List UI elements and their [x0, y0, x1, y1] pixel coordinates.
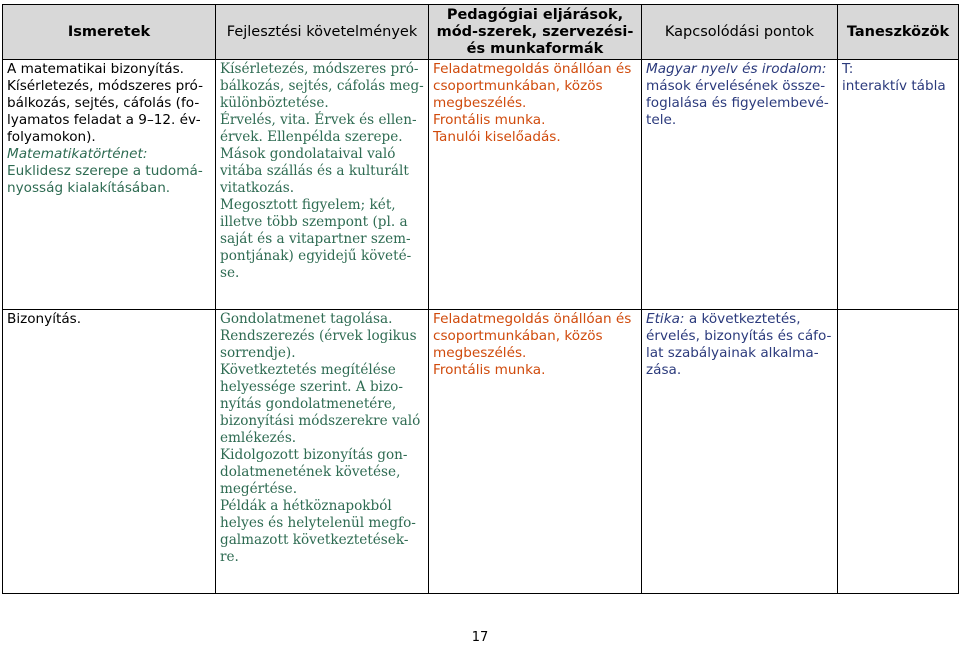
fejlesztes-item: Kísérletezés, módszeres pró-bálkozás, sejtés, cáfolás meg-különböztetése. — [220, 61, 424, 111]
cell-fejlesztes — [216, 60, 429, 310]
kapcsolodas-label: Magyar nyelv és irodalom: — [646, 61, 827, 77]
header-row — [3, 5, 959, 60]
header-kapcsolodasi-pontok: Kapcsolódási pontok — [642, 5, 838, 60]
fejlesztes-item: Példák a hétköznapokból helyes és helytelenül megfo-galmazott következtetések-re. — [220, 498, 416, 565]
cell-fejlesztes — [216, 310, 429, 594]
header-pedagogiai-eljarasok: Pedagógiai eljárások, mód-szerek, szervezési- és munkaformák — [429, 5, 642, 60]
pedagogia-item: Frontális munka. — [433, 362, 546, 378]
curriculum-table — [2, 4, 959, 594]
kapcsolodas-text: mások érvelésének össze-foglalása és figyelembevé-tele. — [646, 78, 829, 128]
kapcsolodas-text: a következtetés, érvelés, bizonyítás és cáfo-lat szabályainak alkalma-zása. — [646, 311, 832, 378]
fejlesztes-item: Rendszerezés (érvek logikus sorrendje). — [220, 328, 417, 361]
taneszkoz-item: interaktív tábla — [842, 78, 946, 94]
kapcsolodas-label: Etika: — [646, 311, 685, 327]
ismeretek-item: A matematikai bizonyítás. — [7, 61, 184, 77]
header-fejlesztesi-kovetelmenyek: Fejlesztési követelmények — [216, 5, 429, 60]
header-ismeretek: Ismeretek — [3, 5, 216, 60]
taneszkoz-item: T: — [842, 61, 854, 77]
ismeretek-item: Bizonyítás. — [7, 311, 82, 327]
pedagogia-item: Feladatmegoldás önállóan és csoportmunkában, közös megbeszélés. — [433, 311, 632, 361]
fejlesztes-item: Érvelés, vita. Érvek és ellen-érvek. Ellenpélda szerepe. — [220, 112, 417, 145]
ismeretek-item: Kísérletezés, módszeres pró-bálkozás, sejtés, cáfolás (fo-lyamatos feladat a 9–12. év-folyamokon). — [7, 78, 204, 145]
cell-taneszkozok — [838, 60, 959, 310]
pedagogia-item: Tanulói kiselőadás. — [433, 129, 561, 145]
cell-ismeretek — [3, 60, 216, 310]
pedagogia-item: Feladatmegoldás önállóan és csoportmunkában, közös megbeszélés. — [433, 61, 632, 111]
fejlesztes-item: Következtetés megítélése helyessége szerint. A bizo-nyítás gondolatmenetére, bizonyítási módszerekre való emlékezés. — [220, 362, 421, 446]
ismeretek-item: Matematikatörténet: — [7, 146, 148, 162]
cell-kapcsolodas — [642, 60, 838, 310]
cell-kapcsolodas — [642, 310, 838, 594]
pedagogia-item: Frontális munka. — [433, 112, 546, 128]
table-row — [3, 310, 959, 594]
cell-pedagogia — [429, 60, 642, 310]
fejlesztes-item: Kidolgozott bizonyítás gon-dolatmenetének követése, megértése. — [220, 447, 408, 497]
fejlesztes-item: Megosztott figyelem; két, illetve több szempont (pl. a saját és a vitapartner szem-pontjának) egyidejű követé-se. — [220, 197, 412, 281]
header-taneszkozok: Taneszközök — [838, 5, 959, 60]
page-number: 17 — [471, 630, 489, 645]
fejlesztes-item: Gondolatmenet tagolása. — [220, 311, 393, 327]
fejlesztes-item: Mások gondolataival való vitába szállás és a kulturált vitatkozás. — [220, 146, 409, 196]
cell-pedagogia — [429, 310, 642, 594]
cell-taneszkozok — [838, 310, 959, 594]
ismeretek-item: Euklidesz szerepe a tudomá-nyosság kialakításában. — [7, 163, 203, 196]
table-row — [3, 60, 959, 310]
cell-ismeretek — [3, 310, 216, 594]
